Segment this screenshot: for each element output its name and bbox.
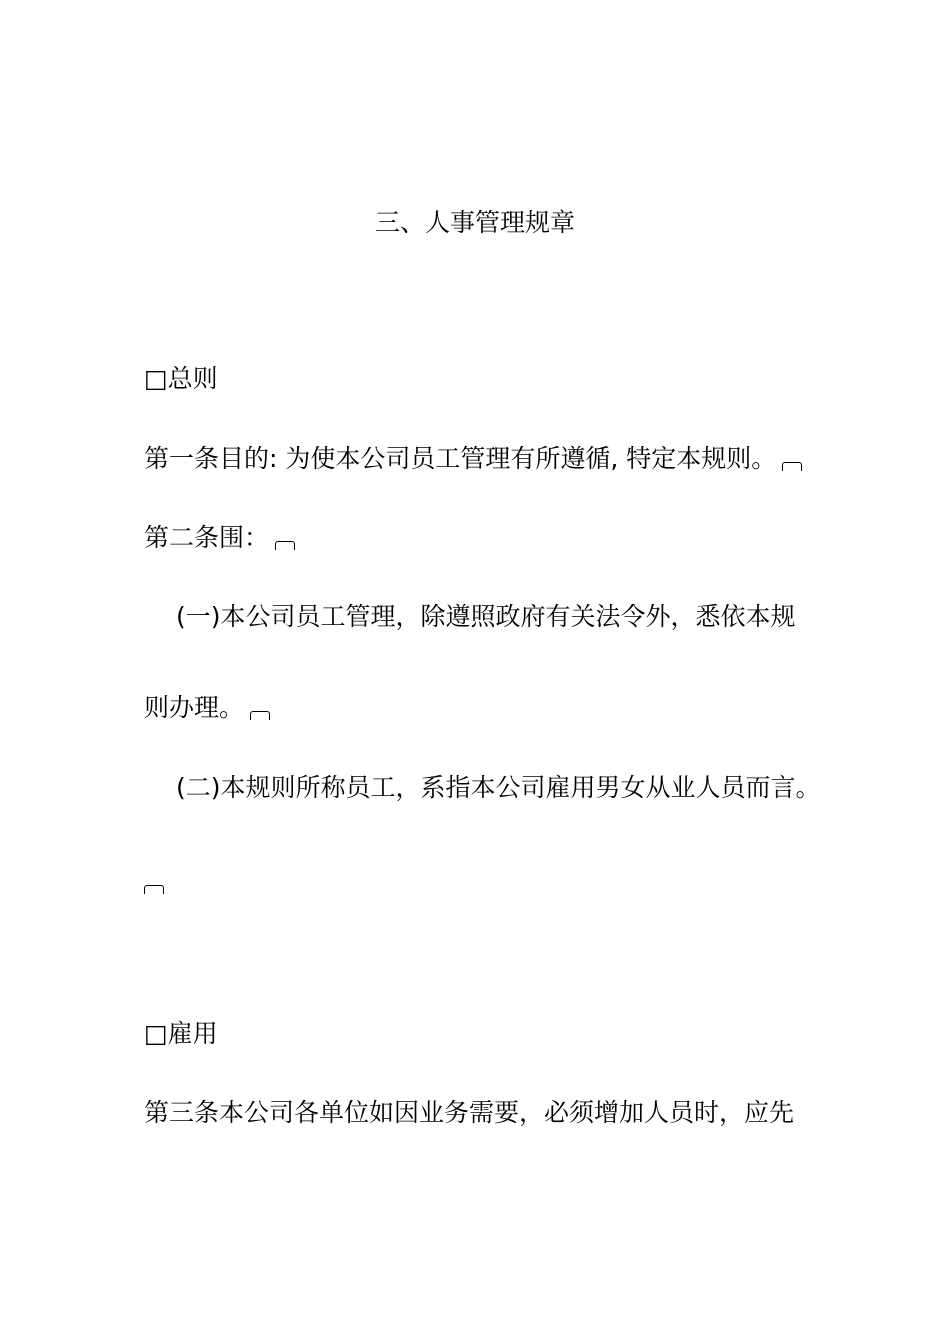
paragraph-item-2-end: [144, 866, 164, 898]
paragraph-mark-icon: [782, 462, 802, 471]
section-heading-text: □雇用: [144, 1019, 218, 1048]
paragraph-item-2-line-1: [176, 772, 821, 804]
paragraph-text: (一)本公司员工管理，除遵照政府有关法令外，悉依本规: [176, 602, 796, 631]
paragraph-text: 第一条目的: 为使本公司员工管理有所遵循, 特定本规则。: [144, 444, 777, 473]
paragraph-mark-icon: [250, 711, 270, 720]
paragraph-text: 第三条本公司各单位如因业务需要，必须增加人员时，应先: [144, 1098, 795, 1127]
document-title: 三、人事管理规章: [374, 208, 575, 237]
section-heading-employment: [144, 1018, 218, 1050]
paragraph-mark-icon: [275, 541, 295, 550]
section-heading-text: □总则: [144, 364, 218, 393]
paragraph-text: 则办理。: [144, 693, 245, 722]
paragraph-item-1-line-2: [144, 692, 270, 724]
paragraph-text: 第二条围：: [144, 523, 270, 552]
paragraph-text: (二)本规则所称员工，系指本公司雇用男女从业人员而言。: [176, 773, 821, 802]
paragraph-item-1-line-1: [176, 601, 796, 633]
paragraph-mark-icon: [144, 885, 164, 894]
paragraph-article-2: [144, 522, 295, 554]
paragraph-article-3-line-1: [144, 1097, 794, 1129]
paragraph-article-1: [144, 443, 802, 475]
section-heading-general: [144, 363, 218, 395]
